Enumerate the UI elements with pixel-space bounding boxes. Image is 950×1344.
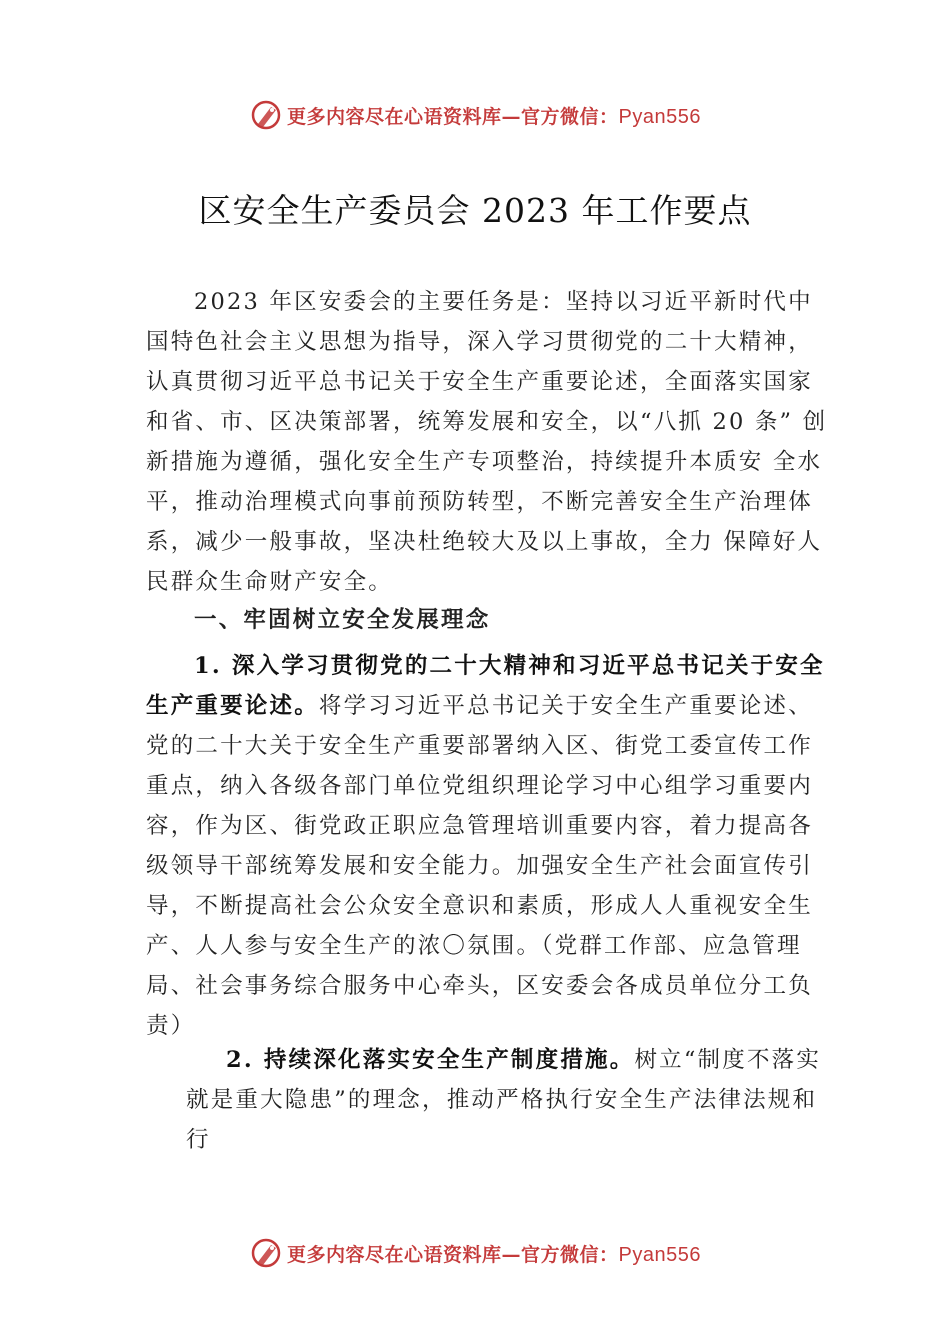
section-heading: 一、牢固树立安全发展理念: [194, 607, 491, 633]
item-1-paragraph: [146, 646, 836, 1046]
document-title: 区安全生产委员会 2023 年工作要点: [198, 191, 752, 230]
watermark-text: 更多内容尽在心语资料库—官方微信：Pyan556: [287, 105, 701, 128]
wechat-id: Pyan556: [618, 1243, 701, 1266]
watermark-text: 更多内容尽在心语资料库—官方微信：Pyan556: [287, 1243, 701, 1266]
watermark-banner-bottom: [0, 1233, 950, 1273]
item-2-paragraph: [186, 1040, 826, 1160]
pen-nib-circle-icon: [249, 98, 283, 132]
item-1-body: 将学习习近平总书记关于安全生产重要论述、党的二十大关于安全生产重要部署纳入区、街党工委宣传工作重点，纳入各级各部门单位党组织理论学习中心组学习重要内容，作为区、街党政正职应急管理培训重要内容，着力提高各级领导干部统筹发展和安全能力。加强安全生产社会面宣传引导，不断提高社会公众安全意识和素质，形成人人重视安全生产、人人参与安全生产的浓〇氛围。（党群工作部、应急管理局、社会事务综合服务中心牵头，区安委会各成员单位分工负责）: [146, 693, 813, 1039]
item-2-body: 树立“制度不落实就是重大隐患”的理念，推动严格执行安全生产法律法规和行: [186, 1047, 822, 1153]
intro-paragraph: 2023 年区安委会的主要任务是：坚持以习近平新时代中国特色社会主义思想为指导，深入学习贯彻党的二十大精神，认真贯彻习近平总书记关于安全生产重要论述，全面落实国家和省、市、区决策部署，统筹发展和安全，以“八抓 20 条” 创新措施为遵循，强化安全生产专项整治，持续提升本质安 全水平，推动治理模式向事前预防转型，不断完善安全生产治理体系，减少一般事故，坚决杜绝较大及以上事故，全力 保障好人民群众生命财产安全。: [146, 289, 828, 595]
pen-nib-circle-icon: [249, 1236, 283, 1270]
wechat-id: Pyan556: [618, 105, 701, 128]
item-1-heading: 1. 深入学习贯彻党的二十大精神和习近平总书记关于安全生产重要论述。: [146, 653, 825, 719]
item-2-heading: 2. 持续深化落实安全生产制度措施。: [226, 1047, 635, 1073]
watermark-banner-top: [0, 95, 950, 135]
